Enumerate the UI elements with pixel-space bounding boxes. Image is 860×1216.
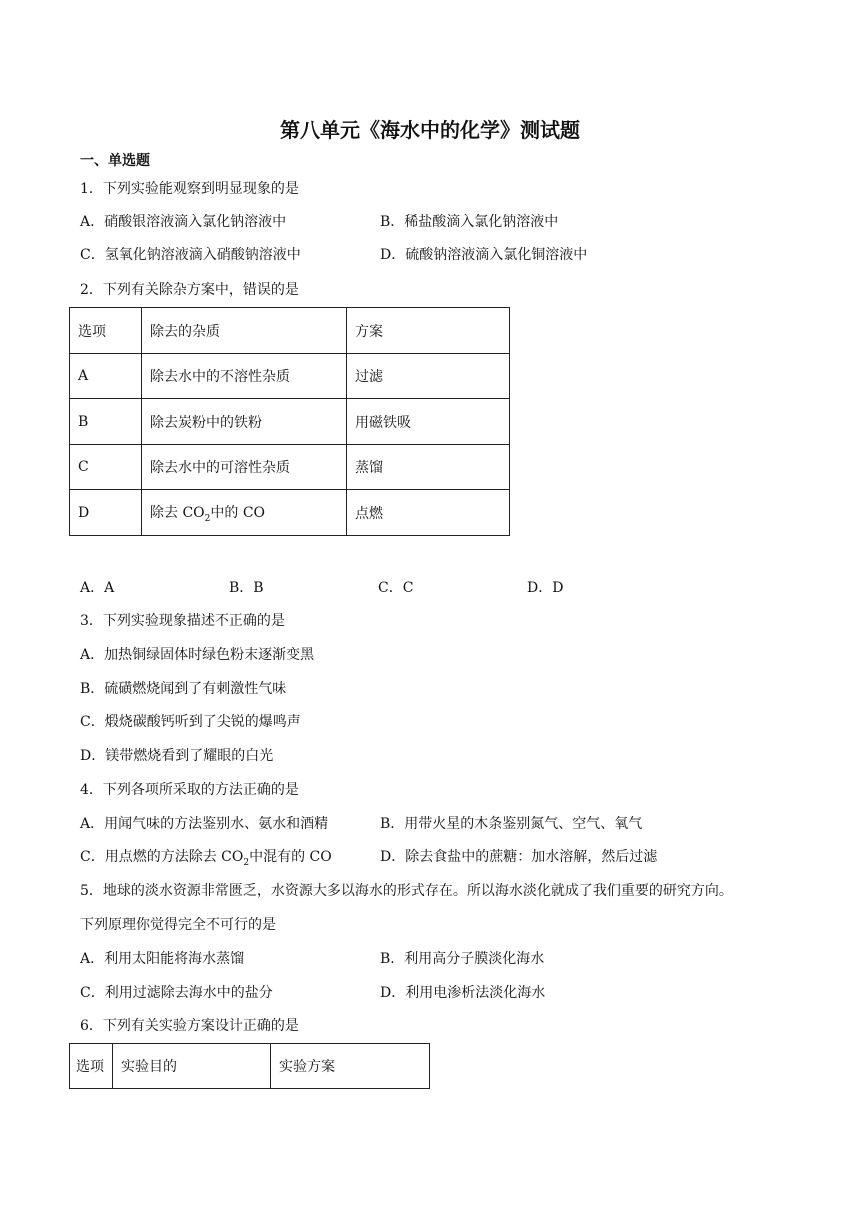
table-header-row bbox=[70, 308, 510, 354]
q4-stem: 4．下列各项所采取的方法正确的是 bbox=[80, 782, 299, 798]
q4-option-b: B．用带火星的木条鉴别氮气、空气、氧气 bbox=[380, 816, 643, 832]
q2-option-d: D．D bbox=[527, 580, 564, 596]
table-cell: 除去水中的不溶性杂质 bbox=[142, 354, 347, 399]
table-header-cell: 方案 bbox=[347, 308, 510, 354]
q4-option-a: A．用闻气味的方法鉴别水、氨水和酒精 bbox=[80, 816, 329, 832]
table-row bbox=[70, 354, 510, 399]
q2-stem: 2．下列有关除杂方案中，错误的是 bbox=[80, 282, 299, 298]
table-row bbox=[70, 399, 510, 445]
q4-option-c bbox=[80, 847, 332, 873]
q5-stem-line2: 下列原理你觉得完全不可行的是 bbox=[80, 917, 276, 933]
subscript: 2 bbox=[204, 513, 211, 524]
section-heading: 一、单选题 bbox=[80, 153, 150, 169]
table-cell: 用磁铁吸 bbox=[347, 399, 510, 445]
table-cell: 除去水中的可溶性杂质 bbox=[142, 445, 347, 490]
table-cell: 蒸馏 bbox=[347, 445, 510, 490]
q1-option-a: A．硝酸银溶液滴入氯化钠溶液中 bbox=[80, 214, 287, 230]
table-cell: D bbox=[70, 490, 142, 536]
q6-table bbox=[69, 1043, 430, 1089]
table-cell-formula bbox=[142, 490, 347, 536]
table-cell: C bbox=[70, 445, 142, 490]
q3-option-b: B．硫磺燃烧闻到了有刺激性气味 bbox=[80, 681, 287, 697]
q3-option-d: D．镁带燃烧看到了耀眼的白光 bbox=[80, 748, 274, 764]
q1-stem: 1．下列实验能观察到明显现象的是 bbox=[80, 181, 299, 197]
q3-stem: 3．下列实验现象描述不正确的是 bbox=[80, 613, 285, 629]
table-header-cell: 选项 bbox=[70, 1044, 113, 1089]
q5-option-b: B．利用高分子膜淡化海水 bbox=[380, 951, 545, 967]
formula-text: 除去 CO bbox=[150, 504, 205, 521]
q3-option-a: A．加热铜绿固体时绿色粉末逐渐变黑 bbox=[80, 647, 315, 663]
table-cell: 过滤 bbox=[347, 354, 510, 399]
table-header-cell: 实验目的 bbox=[113, 1044, 271, 1089]
q3-option-c: C．煅烧碳酸钙听到了尖锐的爆鸣声 bbox=[80, 714, 301, 730]
q6-stem: 6．下列有关实验方案设计正确的是 bbox=[80, 1018, 299, 1034]
q5-stem-line1: 5．地球的淡水资源非常匮乏，水资源大多以海水的形式存在。所以海水淡化就成了我们重要的研究方向。 bbox=[80, 883, 733, 899]
table-header-cell: 实验方案 bbox=[271, 1044, 430, 1089]
table-cell: A bbox=[70, 354, 142, 399]
subscript: 2 bbox=[243, 857, 250, 868]
option-text: C．用点燃的方法除去 CO bbox=[80, 849, 244, 865]
table-header-row bbox=[70, 1044, 430, 1089]
q2-option-c: C．C bbox=[378, 580, 414, 596]
q1-option-d: D．硫酸钠溶液滴入氯化铜溶液中 bbox=[380, 247, 588, 263]
q2-option-b: B．B bbox=[229, 580, 264, 596]
q1-option-c: C．氢氧化钠溶液滴入硝酸钠溶液中 bbox=[80, 247, 301, 263]
table-row bbox=[70, 445, 510, 490]
q5-option-c: C．利用过滤除去海水中的盐分 bbox=[80, 985, 273, 1001]
table-cell: B bbox=[70, 399, 142, 445]
table-row bbox=[70, 490, 510, 536]
q5-option-a: A．利用太阳能将海水蒸馏 bbox=[80, 951, 245, 967]
q5-option-d: D．利用电渗析法淡化海水 bbox=[380, 985, 546, 1001]
q4-option-d: D．除去食盐中的蔗糖：加水溶解，然后过滤 bbox=[380, 849, 658, 865]
q2-option-a: A．A bbox=[80, 580, 115, 596]
q1-option-b: B．稀盐酸滴入氯化钠溶液中 bbox=[380, 214, 559, 230]
option-text-tail: 中混有的 CO bbox=[249, 849, 332, 865]
page-title: 第八单元《海水中的化学》测试题 bbox=[280, 118, 580, 142]
table-cell: 点燃 bbox=[347, 490, 510, 536]
table-header-cell: 选项 bbox=[70, 308, 142, 354]
q2-table bbox=[69, 307, 510, 536]
table-header-cell: 除去的杂质 bbox=[142, 308, 347, 354]
table-cell: 除去炭粉中的铁粉 bbox=[142, 399, 347, 445]
formula-tail: 中的 CO bbox=[210, 504, 266, 521]
